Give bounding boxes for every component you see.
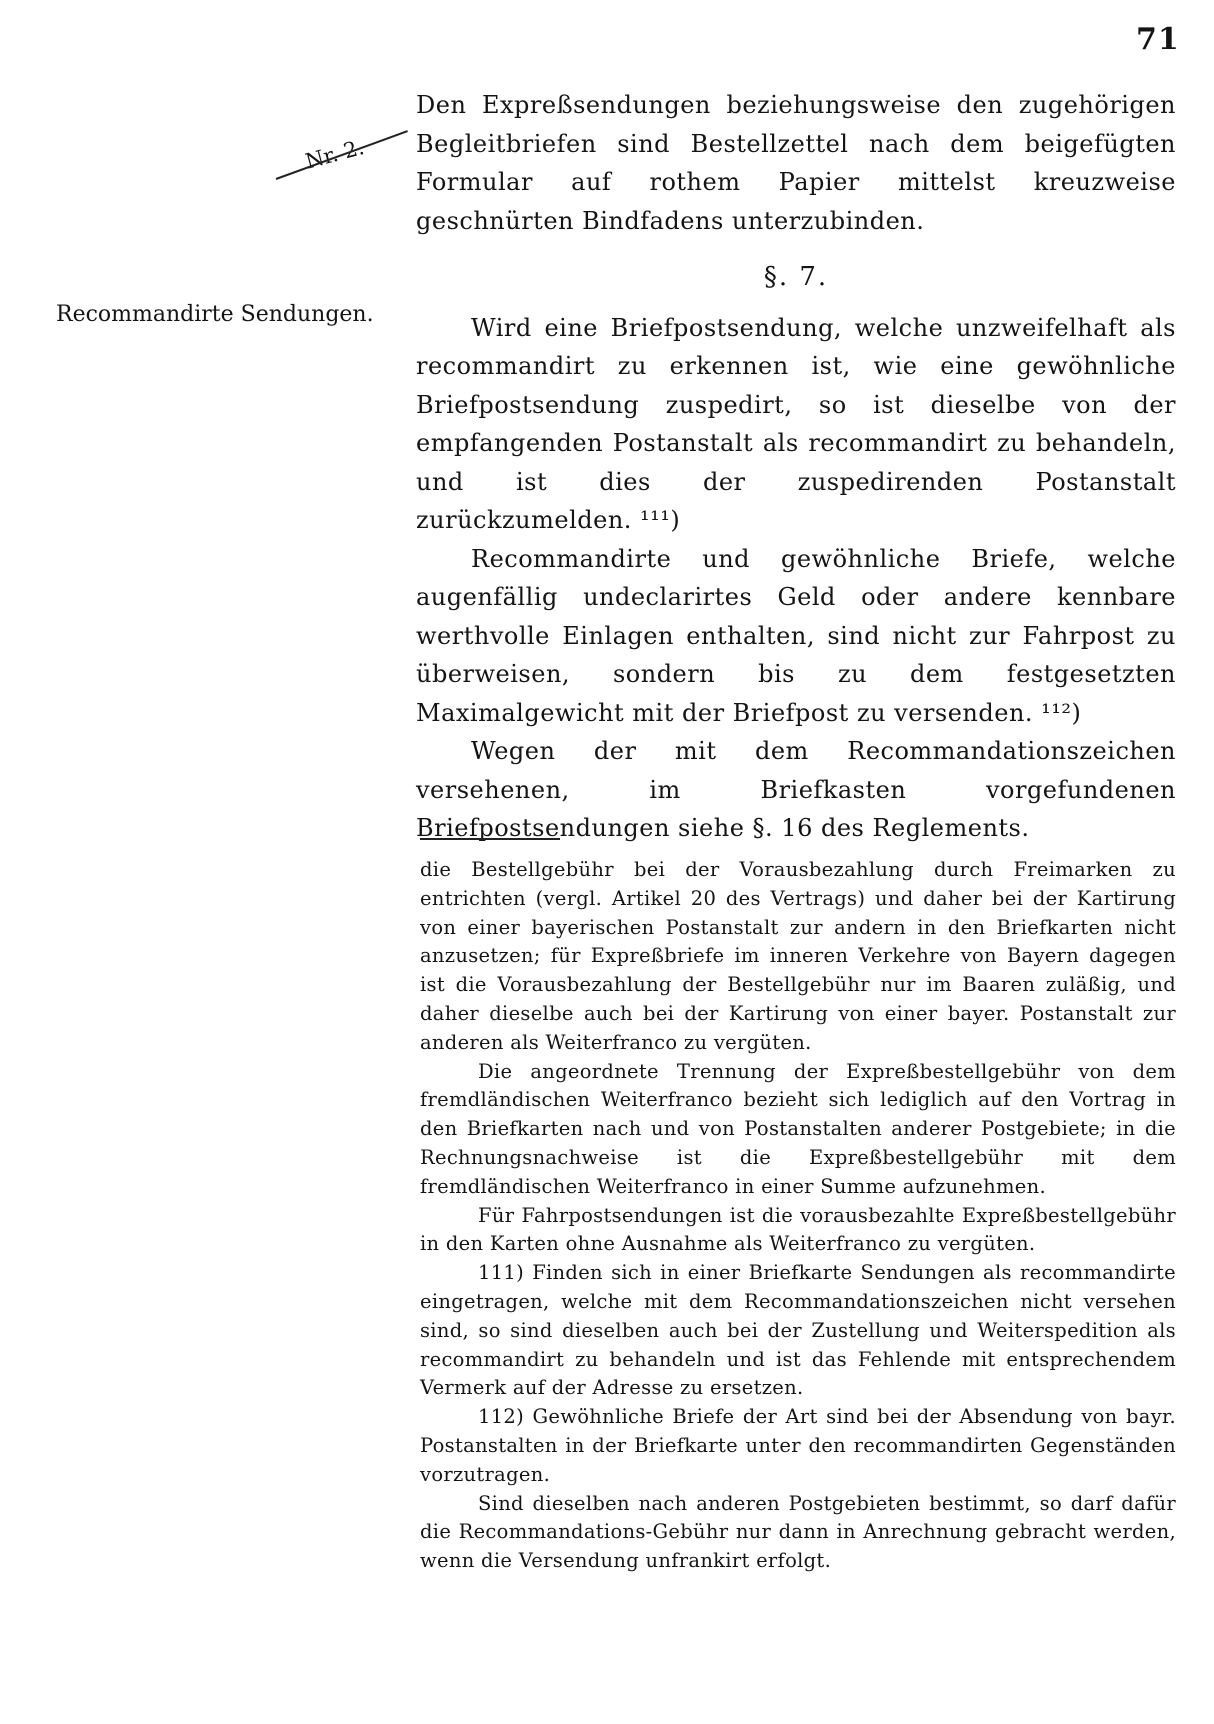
paragraph-expresssendungen: Den Expreßsendungen beziehungsweise den zugehörigen Begleitbriefen sind Bestellzettel nach dem beigefügten Formular auf rothem Papier mittelst kreuzweise geschnürten Bindfadens unterzubinden. — [416, 91, 1176, 235]
margin-note-number: Nr. 2. — [302, 135, 367, 174]
footnotes — [420, 856, 1176, 1576]
section-heading: §. 7. — [763, 262, 829, 292]
footnote-112-continuation: Sind dieselben nach anderen Postgebieten bestimmt, so darf dafür die Recommandations-Gebühr nur dann in Anrechnung gebracht werden, wenn die Versendung unfrankirt erfolgt. — [420, 1491, 1176, 1573]
margin-reference-line — [276, 130, 408, 180]
page-number: 71 — [1136, 22, 1180, 57]
footnote-continuation: die Bestellgebühr bei der Vorausbezahlung durch Freimarken zu entrichten (vergl. Artikel 20 des Vertrags) und daher bei der Kartirung von einer bayerischen Postanstalt zur andern in den Briefkarten nicht anzusetzen; für Expreßbriefe im inneren Verkehre von Bayern dagegen ist die Vorausbezahlung der Bestellgebühr nur im Baaren zuläßig, und daher dieselbe auch bei der Kartirung von einer bayer. Postanstalt zur anderen als Weiterfranco zu vergüten. — [420, 858, 1176, 1054]
footnote-paragraph-fahrpost: Für Fahrpostsendungen ist die vorausbezahlte Expreßbestellgebühr in den Karten ohne Ausnahme als Weiterfranco zu vergüten. — [420, 1203, 1176, 1256]
footnote-111: 111) Finden sich in einer Briefkarte Sendungen als recommandirte eingetragen, welche mit dem Recommandationszeichen nicht versehen sind, so sind dieselben auch bei der Zustellung und Weiterspedition als recommandirt zu behandeln und ist das Fehlende mit entsprechendem Vermerk auf der Adresse zu ersetzen. — [420, 1261, 1176, 1400]
paragraph-recommandationszeichen: Wegen der mit dem Recommandationszeichen versehenen, im Briefkasten vorgefundenen Briefpostsendungen siehe §. 16 des Reglements. — [416, 737, 1176, 842]
footnote-paragraph-trennung: Die angeordnete Trennung der Expreßbestellgebühr von dem fremdländischen Weiterfranco bezieht sich lediglich auf den Vortrag in den Briefkarten nach und von Postanstalten anderer Postgebiete; in die Rechnungsnachweise ist die Expreßbestellgebühr mit dem fremdländischen Weiterfranco in einer Summe aufzunehmen. — [420, 1059, 1176, 1198]
main-body-text — [416, 86, 1176, 848]
paragraph-briefpostsendung: Wird eine Briefpostsendung, welche unzweifelhaft als recommandirt zu erkennen ist, wie eine gewöhnliche Briefpostsendung zuspedirt, so ist dieselbe von der empfangenden Postanstalt als recommandirt zu behandeln, und ist dies der zuspedirenden Postanstalt zurückzumelden. ¹¹¹) — [416, 313, 1176, 534]
footnote-112: 112) Gewöhnliche Briefe der Art sind bei der Absendung von bayr. Postanstalten in der Briefkarte unter den recommandirten Gegenständen vorzutragen. — [420, 1405, 1176, 1486]
paragraph-recommandirte-briefe: Recommandirte und gewöhnliche Briefe, welche augenfällig undeclarirtes Geld oder andere kennbare werthvolle Einlagen enthalten, sind nicht zur Fahrpost zu überweisen, sondern bis zu dem festgesetzten Maximalgewicht mit der Briefpost zu versenden. ¹¹²) — [416, 544, 1176, 727]
margin-note-recommandirte-sendungen: Recommandirte Sendungen. — [56, 302, 374, 327]
footnote-separator — [420, 838, 560, 840]
